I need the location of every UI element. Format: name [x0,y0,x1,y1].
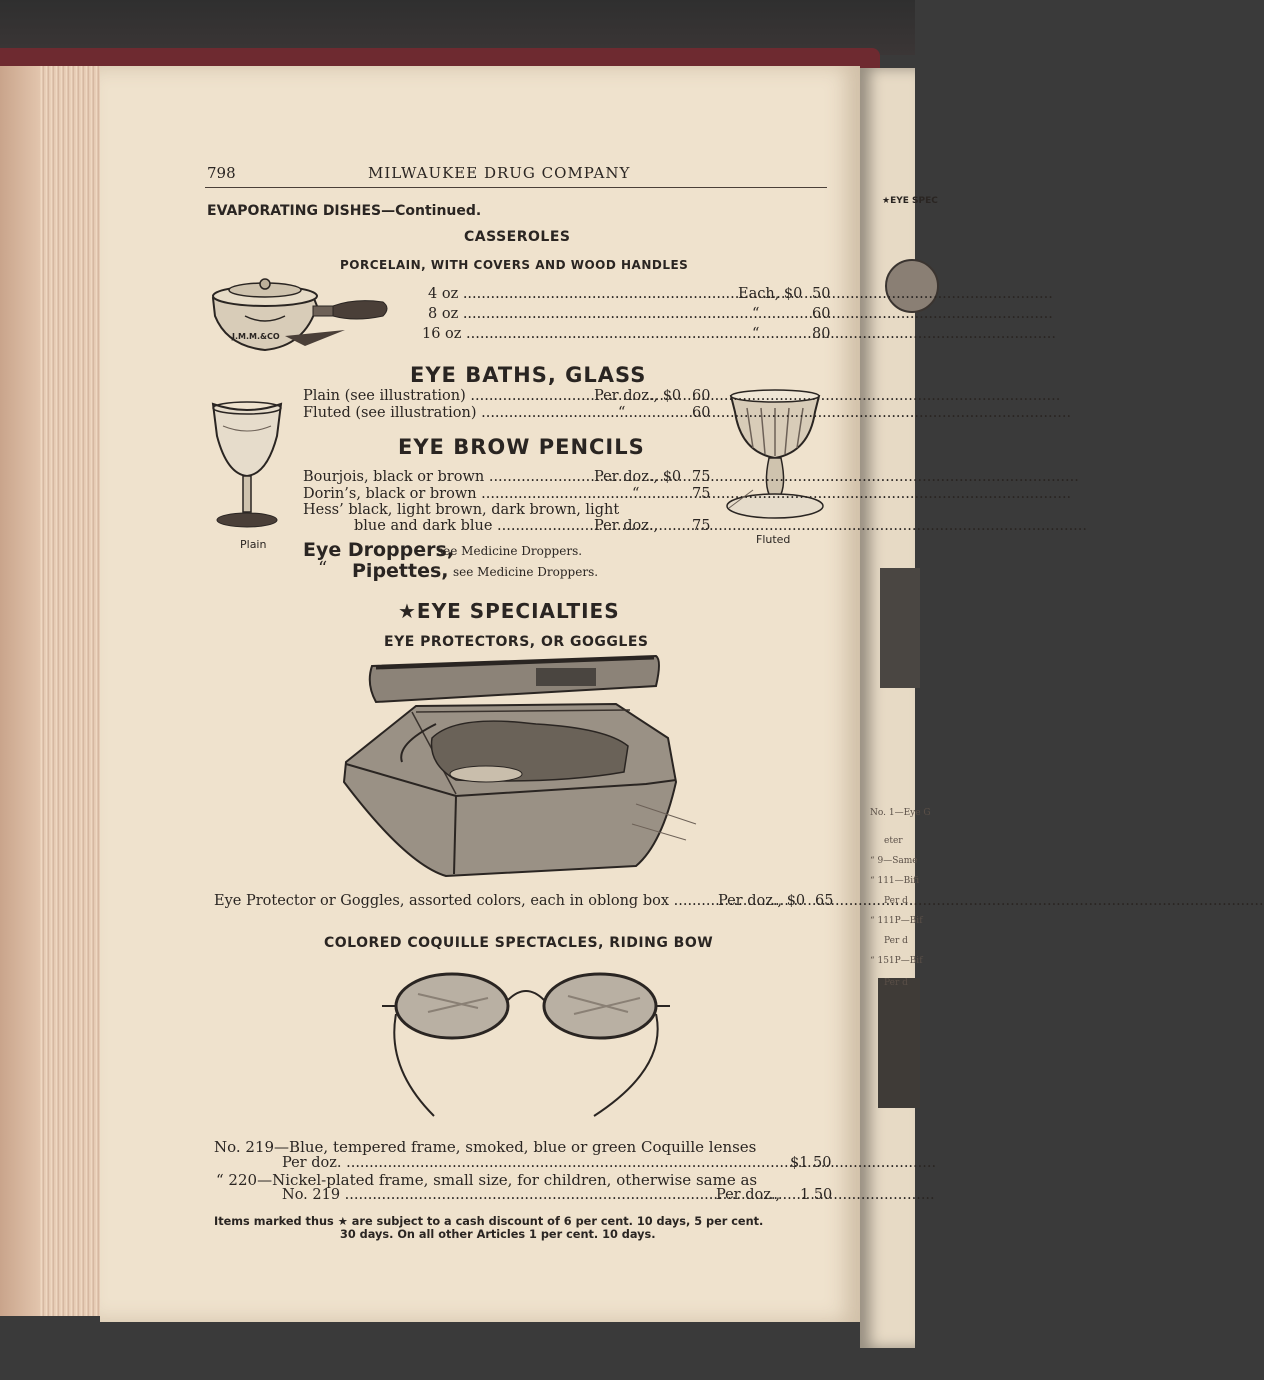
eye-specialties-title: ★EYE SPECIALTIES [398,599,620,623]
next-page-line: No. 1—Eye G [870,808,931,818]
goggles-box-illustration [336,654,706,884]
spectacles-220-line1: “ 220—Nickel-plated frame, small size, for children, otherwise same as [216,1171,758,1189]
spectacles-219-line2: Per doz. ..... [282,1155,786,1171]
goggles-item-label: Eye Protector or Goggles, assorted colors, each in oblong box ..... [214,893,718,909]
eye-droppers-ref: see Medicine Droppers. [437,544,583,558]
casserole-row-8oz-price: 60 [812,306,831,322]
next-page-line: eter [884,836,903,846]
background-bottom [0,1318,915,1380]
eye-brow-hess-line2: blue and dark blue ..... [354,518,594,534]
eye-bath-plain-caption: Plain [240,538,267,551]
page-number: 798 [207,164,236,182]
eye-bath-fluted-label: Fluted (see illustration) ..... [303,405,571,421]
casserole-row-16oz-label: 16 oz ..... [422,326,738,342]
background-top [0,0,915,55]
spectacles-title: COLORED COQUILLE SPECTACLES, RIDING BOW [324,935,714,951]
spectacles-220-line2: No. 219 ..... [282,1187,716,1203]
eye-bath-fluted-price: 60 [692,405,711,421]
next-page-line: “ 111—Bifi [870,876,920,886]
eye-bath-plain-illustration [207,396,297,536]
eye-bath-fluted-unit: “ [618,405,626,421]
casserole-row-8oz-unit: “ [752,306,760,322]
spectacles-219-line1: No. 219—Blue, tempered frame, smoked, blue or green Coquille lenses [214,1138,757,1156]
eye-bath-plain-label: Plain (see illustration) ..... [303,388,593,404]
footer-discount-line1: Items marked thus ★ are subject to a cash discount of 6 per cent. 10 days, 5 per cent. [214,1215,764,1228]
pipettes-label: Pipettes, [352,560,449,582]
casseroles-title: CASSEROLES [464,229,571,245]
eye-baths-title: EYE BATHS, GLASS [410,363,647,387]
casserole-row-4oz-price: 50 [812,286,831,302]
next-page-line: “ 111P—Bif [870,916,923,926]
spectacles-219-price: $1 50 [790,1155,832,1171]
eye-droppers-label: Eye Droppers, [303,539,455,561]
eye-brow-hess-line1: Hess’ black, light brown, dark brown, light [303,502,620,518]
next-page-line: Per d [884,978,908,988]
eye-brow-dorin-unit: “ [632,486,640,502]
footer-discount-line2: 30 days. On all other Articles 1 per cent. 10 days. [340,1228,656,1241]
eye-brow-title: EYE BROW PENCILS [398,435,645,459]
eye-bath-plain-unit: Per doz., $0 [594,388,682,404]
ditto-mark: “ [318,558,328,579]
spectacles-220-unit: Per doz., [716,1187,781,1203]
casserole-row-16oz-price: 80 [812,326,831,342]
casserole-row-4oz-label: 4 oz ..... [428,286,738,302]
casserole-row-16oz-unit: “ [752,326,760,342]
spectacles-220-price: 1 50 [800,1187,833,1203]
casserole-stamp: J.M.M.&CO [232,332,280,341]
next-page-line: Per d [884,936,908,946]
next-page-line: Per d [884,896,908,906]
eye-brow-bourjois-label: Bourjois, black or brown ..... [303,469,593,485]
next-page-line: “ 151P—Bif [870,956,923,966]
goggles-item-unit: Per doz., $0 [718,893,806,909]
eye-brow-dorin-price: 75 [692,486,711,502]
eye-bath-plain-price: 60 [692,388,711,404]
page-edges-shadow [0,66,40,1316]
running-title: MILWAUKEE DRUG COMPANY [368,164,631,182]
eye-brow-bourjois-price: 75 [692,469,711,485]
next-page-heading: ★EYE SPEC [882,196,938,206]
section-continued: EVAPORATING DISHES—Continued. [207,203,482,219]
spectacles-illustration [378,968,678,1118]
header-rule [205,187,827,188]
pipettes-ref: see Medicine Droppers. [453,565,599,579]
next-page-line: “ 9—Same [870,856,918,866]
goggles-item-price: 65 [815,893,834,909]
eye-protectors-subtitle: EYE PROTECTORS, OR GOGGLES [384,634,649,650]
eye-bath-fluted-caption: Fluted [756,533,791,546]
eye-brow-hess-price: 75 [692,518,711,534]
casserole-row-4oz-unit: Each, $0 [738,286,803,302]
eye-brow-bourjois-unit: Per doz., $0 [594,469,682,485]
eye-brow-dorin-label: Dorin’s, black or brown ..... [303,486,603,502]
casserole-illustration [205,276,390,356]
casseroles-subtitle: PORCELAIN, WITH COVERS AND WOOD HANDLES [340,258,689,272]
casserole-row-8oz-label: 8 oz ..... [428,306,738,322]
eye-brow-hess-unit: Per doz., [594,518,659,534]
